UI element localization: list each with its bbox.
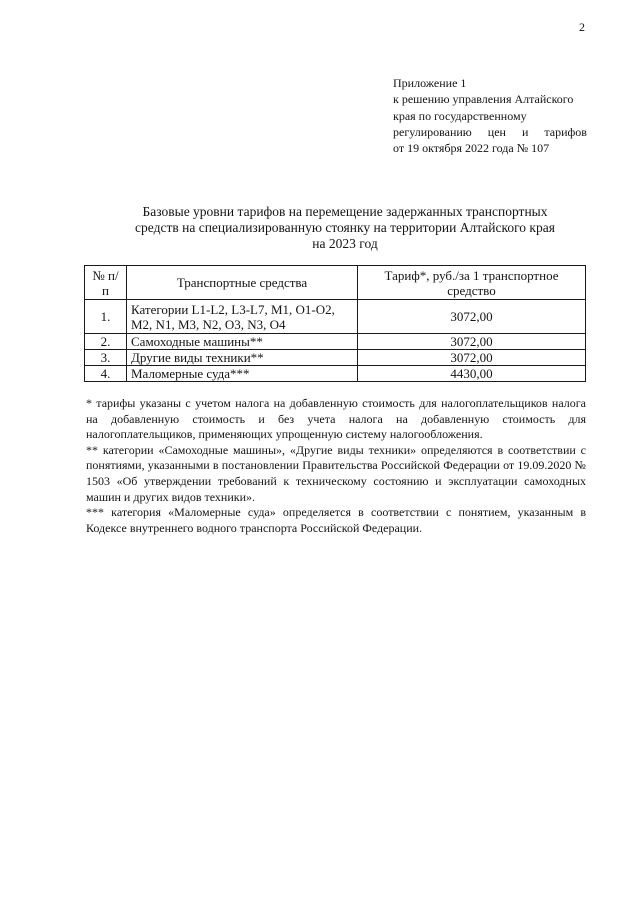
appendix-line-4-word-1: регулированию: [393, 124, 472, 139]
table-row: [85, 334, 586, 350]
appendix-block: [393, 75, 587, 156]
appendix-line-4-word-3: и: [521, 124, 529, 139]
header-number: № п/п: [85, 266, 127, 300]
appendix-line-2: к решению управления Алтайского: [393, 92, 574, 107]
row-tariff: 3072,00: [358, 350, 586, 366]
row-tariff: 3072,00: [358, 300, 586, 334]
row-number: 1.: [85, 300, 127, 334]
row-number: 4.: [85, 366, 127, 382]
footnote-small-vessels: *** категория «Маломерные суда» определяется в соответствии с понятием, указанным в Кодексе внутреннего водного транспорта Российской Федерации.: [86, 505, 586, 535]
appendix-line-5: от 19 октября 2022 года № 107: [393, 141, 550, 156]
row-vehicle: Другие виды техники**: [127, 350, 358, 366]
row-vehicle: Самоходные машины**: [127, 334, 358, 350]
row-tariff: 4430,00: [358, 366, 586, 382]
appendix-line-3: края по государственному: [393, 108, 527, 123]
title-line-1: Базовые уровни тарифов на перемещение задержанных транспортных: [142, 204, 548, 219]
document-title: [110, 204, 580, 252]
appendix-line-4: [393, 124, 587, 140]
title-line-2: средств на специализированную стоянку на территории Алтайского края: [135, 220, 555, 235]
table-row: [85, 350, 586, 366]
row-vehicle: Категории L1-L2, L3-L7, M1, O1-O2, M2, N1, M3, N2, O3, N3, O4: [127, 300, 358, 334]
footnotes: [86, 396, 586, 536]
page-number: 2: [579, 20, 585, 34]
row-number: 2.: [85, 334, 127, 350]
table-row: [85, 300, 586, 334]
table-header-row: [85, 266, 586, 300]
appendix-line-4-word-4: тарифов: [544, 124, 587, 139]
header-tariff: Тариф*, руб./за 1 транспортное средство: [358, 266, 586, 300]
header-vehicle: Транспортные средства: [127, 266, 358, 300]
title-line-3: на 2023 год: [312, 236, 378, 251]
table-row: [85, 366, 586, 382]
appendix-line-1: Приложение 1: [393, 76, 467, 90]
footnote-self-propelled: ** категории «Самоходные машины», «Другие виды техники» определяются в соответствии с понятиями, указанными в постановлении Правительства Российской Федерации от 19.09.2020 № 1503 «Об утверждении требований к техническому состоянию и эксплуатации самоходных машин и других видов техники».: [86, 442, 586, 504]
row-vehicle: Маломерные суда***: [127, 366, 358, 382]
footnote-vat: * тарифы указаны с учетом налога на добавленную стоимость для налогоплательщиков налога на добавленную стоимость и без учета налога на добавленную стоимость для налогоплательщиков, применяющих упрощенную систему налогообложения.: [86, 396, 586, 442]
appendix-line-4-word-2: цен: [487, 124, 506, 139]
tariff-table: [84, 265, 586, 382]
row-tariff: 3072,00: [358, 334, 586, 350]
row-number: 3.: [85, 350, 127, 366]
